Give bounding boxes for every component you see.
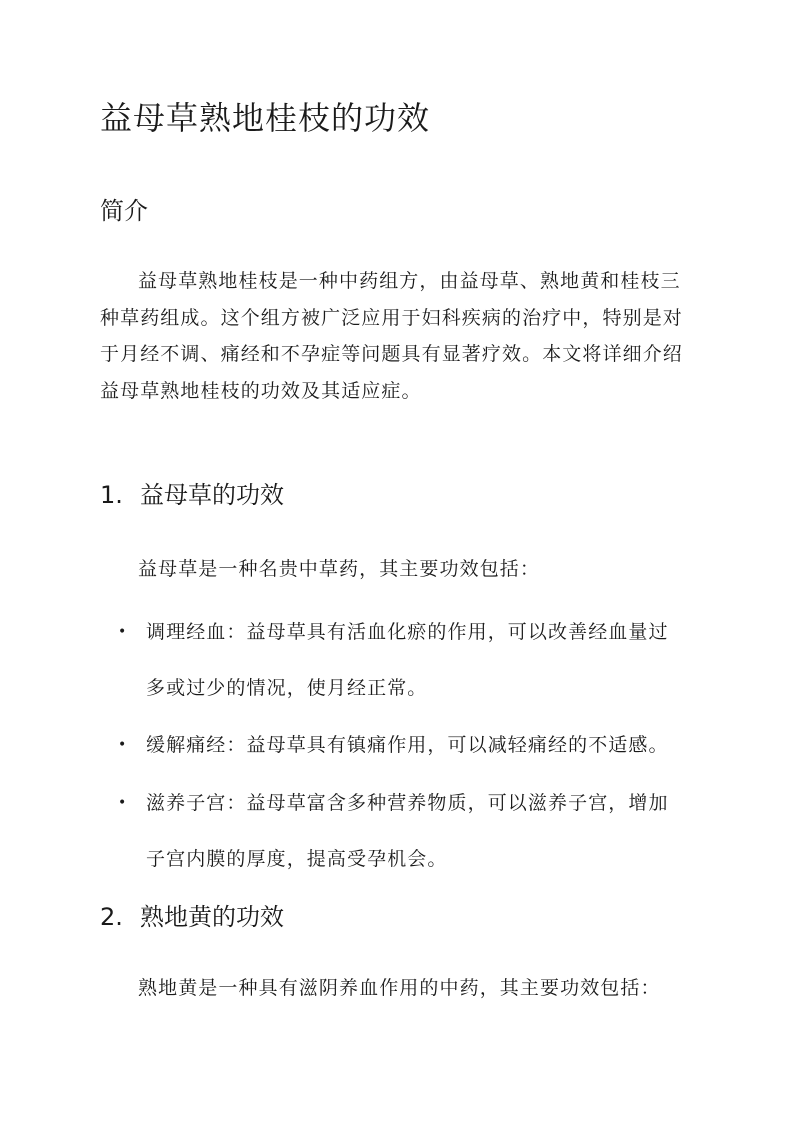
- bullet-item: [118, 775, 698, 887]
- bullet-line: 子宫内膜的厚度，提高受孕机会。: [146, 848, 448, 870]
- bullet-line: 调理经血：益母草具有活血化瘀的作用，可以改善经血量过: [146, 621, 669, 643]
- intro-line: 于月经不调、痛经和不孕症等问题具有显著疗效。本文将详细介绍: [100, 343, 683, 365]
- bullet-dot-icon: •: [118, 624, 128, 640]
- bullet-item: [118, 717, 698, 773]
- section-number: 2.: [100, 903, 123, 931]
- section-2-lead: 熟地黄是一种具有滋阴养血作用的中药，其主要功效包括：: [138, 977, 661, 999]
- bullet-line: 滋养子宫：益母草富含多种营养物质，可以滋养子宫，增加: [146, 792, 669, 814]
- bullet-dot-icon: •: [118, 737, 128, 753]
- bullet-line: 多或过少的情况，使月经正常。: [146, 677, 428, 699]
- section-title: 益母草的功效: [140, 481, 284, 509]
- intro-line: 益母草熟地桂枝是一种中药组方，由益母草、熟地黄和桂枝三: [138, 270, 681, 292]
- bullet-item: [118, 604, 698, 716]
- bullet-dot-icon: •: [118, 795, 128, 811]
- bullet-line: 缓解痛经：益母草具有镇痛作用，可以减轻痛经的不适感。: [146, 734, 669, 756]
- section-title: 熟地黄的功效: [140, 903, 284, 931]
- intro-paragraph: [100, 263, 700, 409]
- section-2-heading: [100, 900, 284, 934]
- intro-line: 种草药组成。这个组方被广泛应用于妇科疾病的治疗中，特别是对: [100, 306, 683, 329]
- section-1-lead: 益母草是一种名贵中草药，其主要功效包括：: [138, 558, 541, 580]
- intro-heading: 简介: [100, 197, 148, 225]
- intro-line: 益母草熟地桂枝的功效及其适应症。: [100, 379, 422, 402]
- section-number: 1.: [100, 481, 123, 509]
- document-title: 益母草熟地桂枝的功效: [100, 99, 431, 137]
- section-1-heading: [100, 478, 284, 512]
